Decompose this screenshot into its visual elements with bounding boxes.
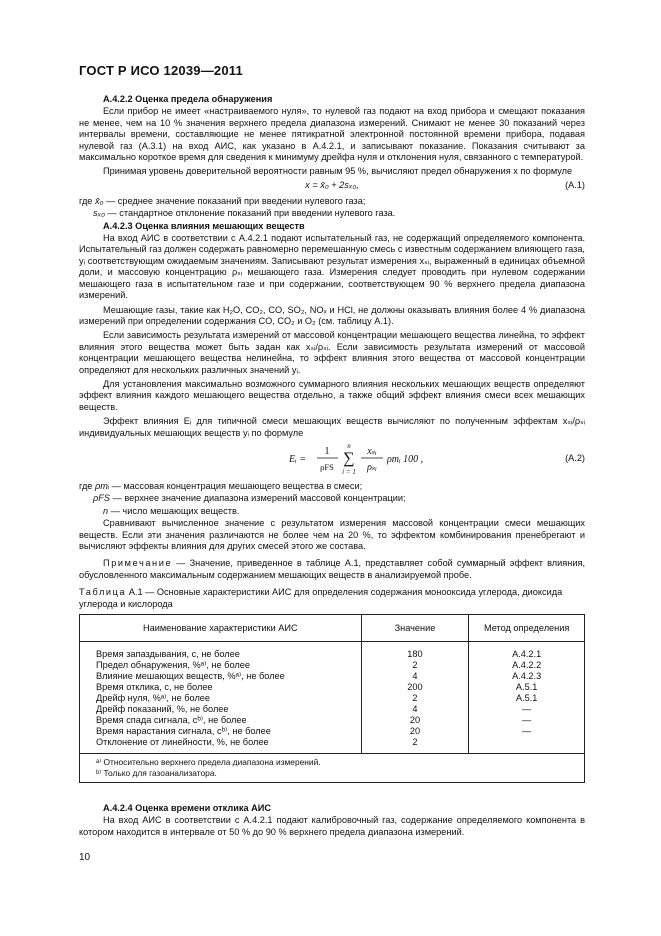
table-cell-names bbox=[80, 642, 362, 754]
section-heading-a422: А.4.2.2 Оценка предела обнаружения bbox=[103, 94, 273, 104]
table-header-cell: Значение bbox=[361, 615, 469, 642]
where-symbol: ρFS bbox=[93, 493, 111, 504]
formula-lhs: Eᵢ = bbox=[289, 453, 306, 465]
paragraph: Если прибор не имеет «настраиваемого нуля», то нулевой газ подают на вход прибора и смещают показания не менее, чем на 10 % значения верхнего предела диапазона измерений. Снимают не менее 30 показаний через интервалы времени, составляющие не менее пятикратной электронной постоянной времени прибора, подавая нулевой газ (А.3.1) на вход АИС, как указано в А.4.2.1, и записывают показание. Показания считывают за максимально короткое время для сведения к минимуму дрейфа нуля и отклонения нуля, связанного с температурой. bbox=[79, 106, 585, 163]
formula-numerator-xsi: xₛᵢ bbox=[367, 445, 377, 457]
table-cell: Влияние мешающих веществ, %ᵃ⁾, не более bbox=[96, 671, 285, 682]
formula-rhs: x̄₀ + 2sₓ₀, bbox=[320, 179, 359, 190]
where-symbol: ρmᵢ bbox=[94, 480, 110, 491]
where-lead: где bbox=[79, 480, 93, 491]
table-cell: Предел обнаружения, %ᵃ⁾, не более bbox=[96, 660, 250, 671]
paragraph: На вход АИС в соответствии с А.4.2.1 подают калибровочный газ, содержание определяемого компонента в котором находится в интервале от 50 % до 90 % верхнего предела диапазона измерений. bbox=[79, 815, 585, 837]
formula-denominator-rhosi: ρₛᵢ bbox=[367, 461, 377, 473]
paragraph: Если зависимость результата измерений от массовой концентрации мешающего вещества линейна, то эффект влияния этого вещества может быть задан как xₛᵢ/ρₛᵢ. Если зависимость результата измерений от массовой концентрации мешающего вещества нелинейна, то эффект влияния этого вещества от массовой концентрации определяют для нескольких различных значений yᵢ. bbox=[79, 330, 585, 375]
where-description: — число мешающих веществ. bbox=[110, 505, 240, 516]
table-header-cell: Наименование характеристики АИС bbox=[80, 615, 362, 642]
formula-expression bbox=[79, 180, 585, 191]
sum-lower-limit: i = 1 bbox=[342, 467, 356, 476]
paragraph: Принимая уровень доверительной вероятности равным 95 %, вычисляют предел обнаружения x по формуле bbox=[103, 166, 573, 177]
note-text: — Значение, приведенное в таблице А.1, представляет собой суммарный эффект влияния, обусловленного максимальным содержанием мешающих веществ в анализируемой пробе. bbox=[79, 558, 585, 580]
formula-denominator-rhofs: ρFS bbox=[320, 461, 334, 472]
table-cell: Время отклика, с, не более bbox=[96, 682, 213, 693]
where-description: — массовая концентрация мешающего вещества в смеси; bbox=[111, 480, 363, 491]
formula-a2 bbox=[79, 441, 585, 477]
table-cell: 2 bbox=[412, 737, 418, 748]
where-line bbox=[79, 481, 585, 492]
table-cell: 200 bbox=[407, 682, 423, 693]
formula-tail: ρmᵢ 100 , bbox=[387, 453, 424, 465]
where-lead: где bbox=[79, 195, 93, 206]
section-heading-a424: А.4.2.4 Оценка времени отклика АИС bbox=[103, 803, 272, 814]
table-cell: Дрейф нуля, %ᵃ⁾, не более bbox=[96, 693, 211, 704]
note-label: Примечание bbox=[103, 558, 173, 569]
where-line bbox=[79, 506, 585, 517]
where-line bbox=[79, 196, 585, 207]
table-header-cell: Метод определения bbox=[469, 615, 585, 642]
page-content bbox=[79, 94, 585, 841]
paragraph: Для установления максимально возможного суммарного влияния нескольких мешающих веществ определяют эффект влияния каждого мешающего вещества отдельно, а также общий эффект влияния смеси всех мешающих веществ. bbox=[79, 378, 585, 412]
table-cell: 2 bbox=[412, 660, 418, 671]
table-cell: — bbox=[522, 715, 532, 726]
table-footnote-row bbox=[80, 754, 585, 783]
table-cell: 2 bbox=[412, 693, 418, 704]
formula-numerator-one: 1 bbox=[324, 445, 330, 457]
where-description: — стандартное отклонение показаний при введении нулевого газа. bbox=[107, 208, 396, 219]
where-symbol: sₓ₀ bbox=[93, 208, 105, 219]
formula-a1 bbox=[79, 180, 585, 194]
formula-number: (А.1) bbox=[565, 179, 585, 190]
table-cell: 20 bbox=[409, 726, 421, 737]
where-line bbox=[79, 493, 585, 504]
table-cell: 180 bbox=[407, 649, 423, 660]
table-header-row bbox=[80, 615, 585, 642]
formula-number: (А.2) bbox=[565, 452, 585, 463]
where-description: — верхнее значение диапазона измерений массовой концентрации; bbox=[112, 493, 406, 504]
table-cell: А.4.2.2 bbox=[512, 660, 542, 671]
where-symbol: n bbox=[103, 505, 109, 516]
table-footnote: ᵃ⁾ Относительно верхнего предела диапазона измерений. bbox=[96, 757, 321, 768]
table-cell: А.4.2.3 bbox=[512, 671, 542, 682]
where-line bbox=[79, 208, 585, 219]
table-cell: — bbox=[522, 726, 532, 737]
formula-equals: = bbox=[312, 179, 321, 190]
table-caption-text: А.1 — Основные характеристики АИС для определения содержания монооксида углерода, диоксида углерода и кислорода bbox=[79, 587, 563, 609]
sum-sign: ∑ bbox=[343, 449, 355, 467]
sum-upper-limit: n bbox=[347, 441, 351, 450]
table-cell: 4 bbox=[412, 671, 418, 682]
table-footnotes bbox=[80, 754, 585, 783]
paragraph: На вход АИС в соответствии с А.4.2.1 подают испытательный газ, не содержащий определяемого компонента. Испытательный газ должен содержать равномерно перемешанную смесь с известным содержанием влияющего газа, yᵢ соответствующим ожидаемым значениям. Записывают результат измерения xₛᵢ, выраженный в единицах объемной доли, и массовую концентрацию ρₛᵢ мешающего газа. Измерения следует проводить при нулевом содержании мешающего газа в испытательном газе и при содержании, соответствующем 90 % верхнего предела диапазона измерений. bbox=[79, 233, 585, 301]
page-number: 10 bbox=[79, 852, 91, 863]
table-cell: Время спада сигнала, cᵇ⁾, не более bbox=[96, 715, 247, 726]
formula-lhs: x bbox=[305, 179, 310, 190]
page-header: ГОСТ Р ИСО 12039—2011 bbox=[79, 63, 243, 78]
table-caption bbox=[79, 587, 585, 610]
table-row bbox=[80, 642, 585, 754]
table-cell: 20 bbox=[409, 715, 421, 726]
table-caption-label: Таблица bbox=[79, 587, 127, 598]
table-cell: — bbox=[522, 704, 532, 715]
table-cell-methods bbox=[469, 642, 585, 754]
table-cell: Отклонение от линейности, %, не более bbox=[96, 737, 269, 748]
section-heading-a423: А.4.2.3 Оценка влияния мешающих веществ bbox=[103, 220, 305, 231]
where-symbol: x̄₀ bbox=[94, 195, 104, 206]
table-cell: А.5.1 bbox=[515, 682, 538, 693]
note bbox=[79, 558, 585, 581]
paragraph: Сравнивают вычисленное значение с результатом измерения массовой концентрации смеси мешающих веществ. Если эти значения различаются не более чем на 20 %, то эффектом комбинирования пренебрегают и вычисляют эффекты влияния для других смесей этого же состава. bbox=[79, 518, 585, 551]
table-cell: Время запаздывания, с, не более bbox=[96, 649, 240, 660]
table-cell: А.5.1 bbox=[515, 693, 538, 704]
table-cell: А.4.2.1 bbox=[512, 649, 542, 660]
table-cell: 4 bbox=[412, 704, 418, 715]
characteristics-table bbox=[79, 614, 585, 783]
where-description: — среднее значение показаний при введении нулевого газа; bbox=[106, 195, 366, 206]
table-cell: Время нарастания сигнала, cᵇ⁾, не более bbox=[96, 726, 271, 737]
table-cell-values bbox=[361, 642, 469, 754]
formula-a2-graphic bbox=[289, 441, 499, 477]
table-footnote: ᵇ⁾ Только для газоанализатора. bbox=[96, 767, 217, 778]
paragraph: Эффект влияния Eᵢ для типичной смеси мешающих веществ вычисляют по полученным эффектам xₛᵢ/ρₛᵢ индивидуальных мешающих веществ yᵢ по формуле bbox=[79, 416, 585, 438]
spacer bbox=[79, 783, 585, 803]
table-cell: Дрейф показаний, %, не более bbox=[96, 704, 229, 715]
paragraph: Мешающие газы, такие как H₂O, CO₂, CO, SO₂, NOₓ и HCl, не должны оказывать влияния более 4 % диапазона измерений при определении содержания CO, CO₂ и O₂ (см. таблицу А.1). bbox=[79, 304, 585, 326]
